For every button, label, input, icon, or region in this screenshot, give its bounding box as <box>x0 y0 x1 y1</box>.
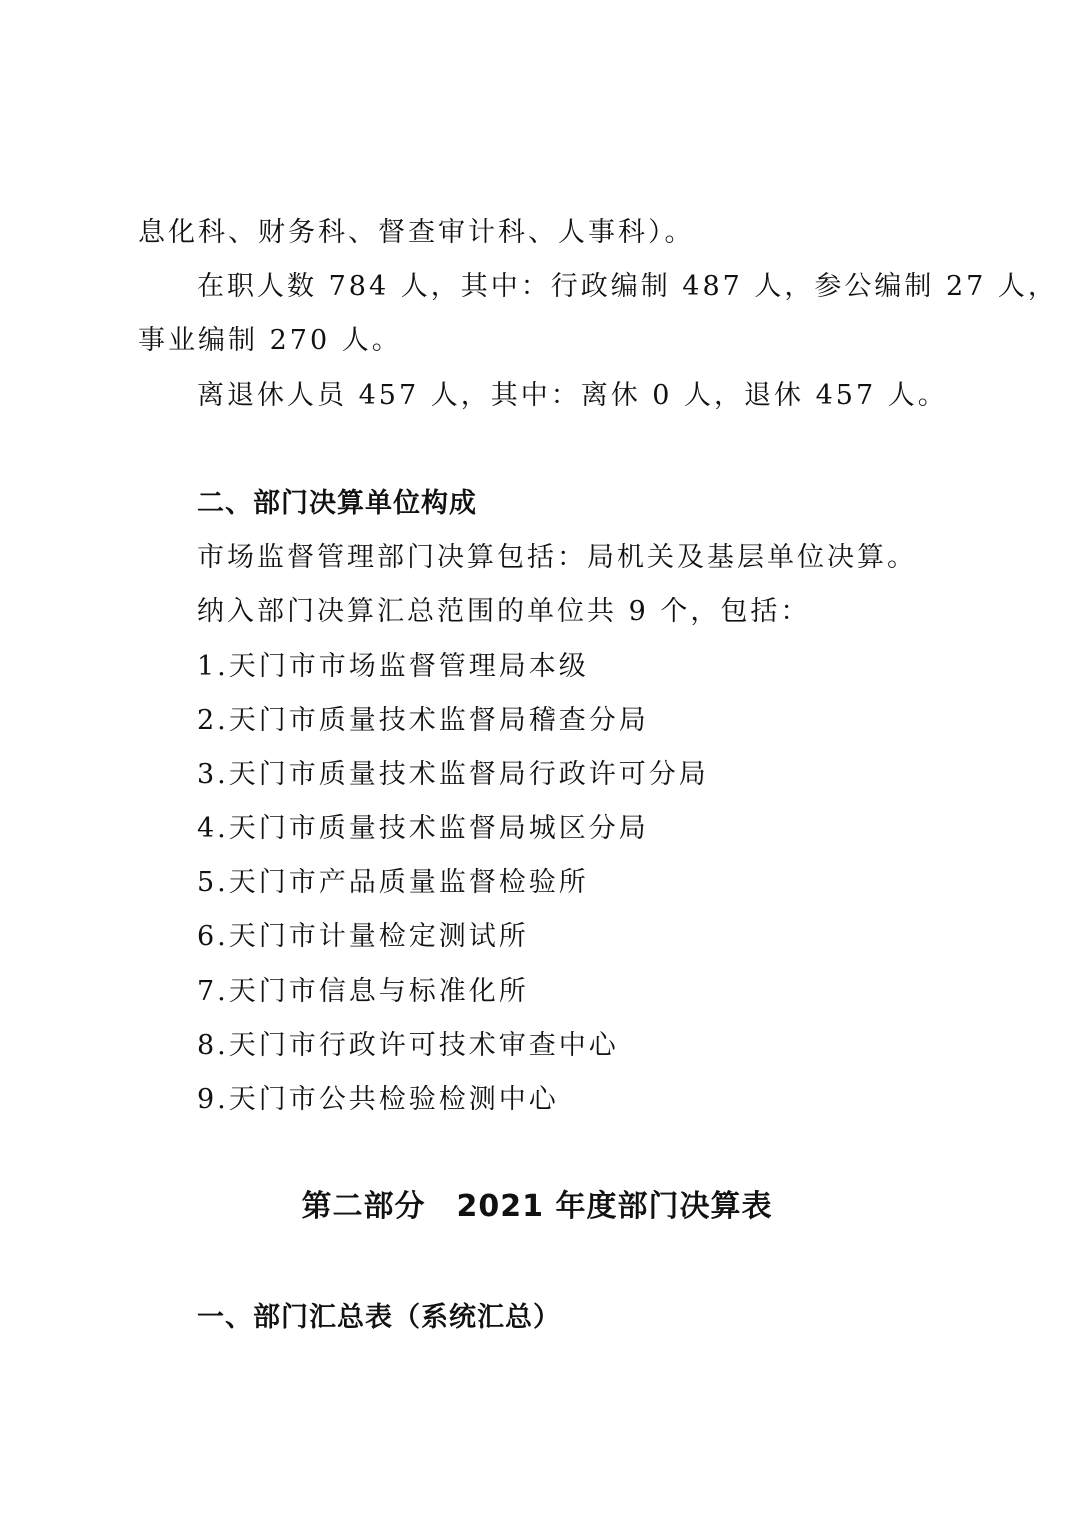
unit-list-item: 3.天门市质量技术监督局行政许可分局 <box>197 759 709 790</box>
section-heading-units: 二、部门决算单位构成 <box>197 488 477 519</box>
units-count-line: 纳入部门决算汇总范围的单位共 9 个，包括： <box>197 596 811 627</box>
unit-list-item: 5.天门市产品质量监督检验所 <box>197 867 589 898</box>
unit-list-item: 8.天门市行政许可技术审查中心 <box>197 1030 619 1061</box>
units-intro: 市场监督管理部门决算包括：局机关及基层单位决算。 <box>197 542 917 573</box>
paragraph-continuation: 息化科、财务科、督查审计科、人事科）。 <box>138 217 695 248</box>
unit-list-item: 4.天门市质量技术监督局城区分局 <box>197 813 649 844</box>
unit-list-item: 9.天门市公共检验检测中心 <box>197 1084 559 1115</box>
staff-count-line-1: 在职人数 784 人，其中：行政编制 487 人，参公编制 27 人， <box>197 271 1058 302</box>
part-title: 第二部分 2021 年度部门决算表 <box>301 1189 773 1224</box>
unit-list-item: 7.天门市信息与标准化所 <box>197 976 529 1007</box>
retired-count-line: 离退休人员 457 人，其中：离休 0 人，退休 457 人。 <box>197 380 948 411</box>
unit-list-item: 6.天门市计量检定测试所 <box>197 921 529 952</box>
staff-count-line-2: 事业编制 270 人。 <box>138 325 402 356</box>
unit-list-item: 2.天门市质量技术监督局稽查分局 <box>197 705 649 736</box>
unit-list-item: 1.天门市市场监督管理局本级 <box>197 651 589 682</box>
section-heading-summary: 一、部门汇总表（系统汇总） <box>197 1302 561 1333</box>
